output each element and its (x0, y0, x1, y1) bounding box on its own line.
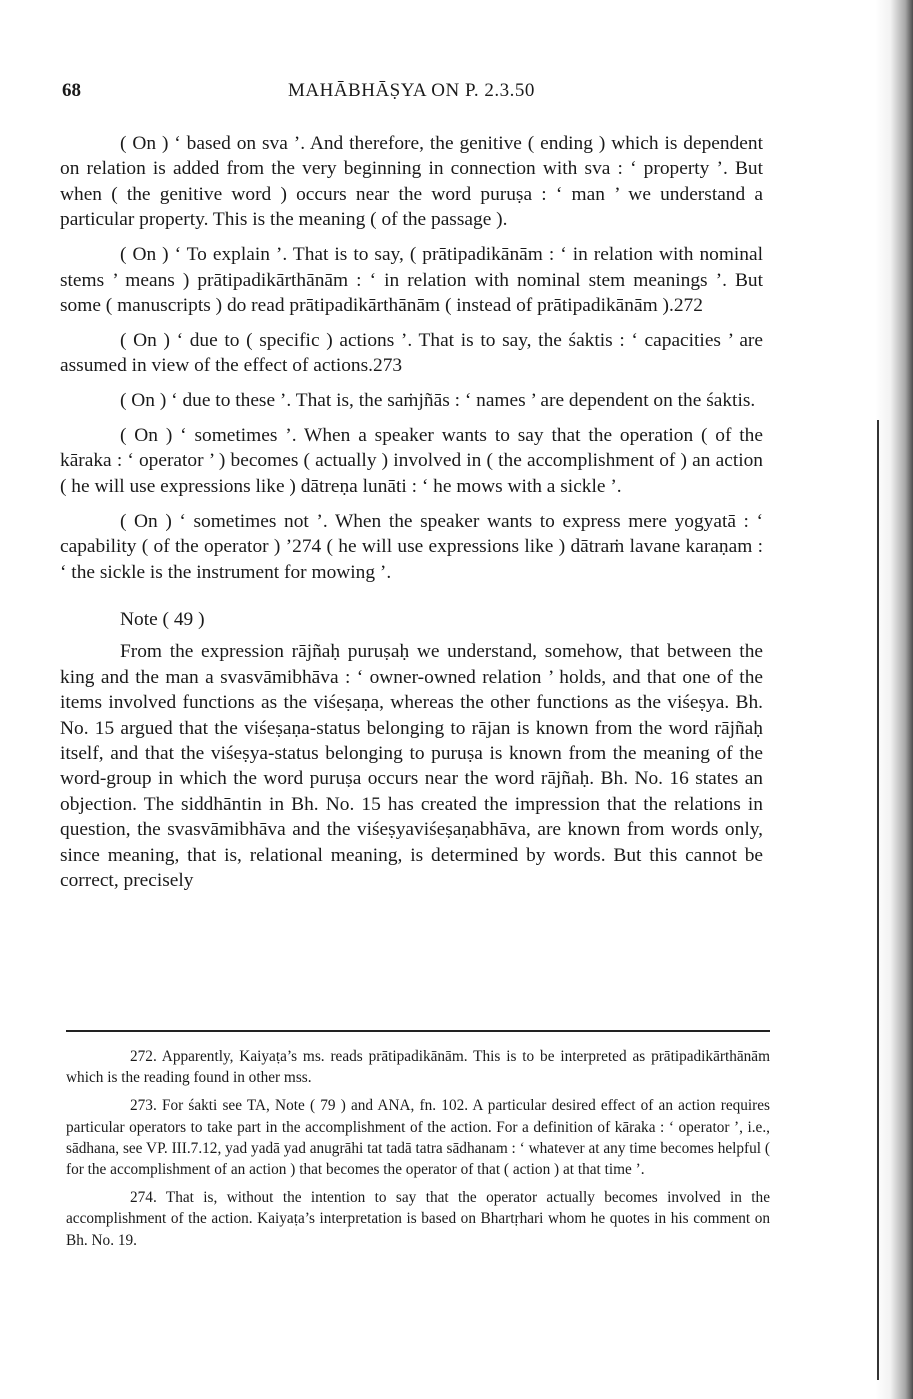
paragraph-to-explain: ( On ) ‘ To explain ’. That is to say, ( prātipadikānām : ‘ in relation with nominal stems ’ means ) prātipadikārthānām : ‘ in relation with nominal stem meanings ’. But some ( manuscripts ) do read prātipadikārthānām ( instead of prātipadikānām ).272 (60, 244, 763, 316)
running-head: MAHĀBHĀṢYA ON P. 2.3.50 (288, 80, 535, 101)
footnote-divider (66, 1030, 770, 1032)
footnote-272: 272. Apparently, Kaiyaṭa’s ms. reads prātipadikānām. This is to be interpreted as prātipadikārthānām which is the reading found in other mss. (66, 1048, 770, 1087)
page-number: 68 (62, 80, 81, 101)
paragraph-sometimes-not: ( On ) ‘ sometimes not ’. When the speaker wants to express mere yogyatā : ‘ capability ( of the operator ) ’274 ( he will use expressions like ) dātraṁ lavane karaṇam : ‘ the sickle is the instrument for mowing ’. (60, 510, 763, 583)
main-text (60, 131, 763, 893)
paragraph-due-to-actions: ( On ) ‘ due to ( specific ) actions ’. That is to say, the śaktis : ‘ capacities ’ are assumed in view of the effect of actions.273 (60, 329, 763, 377)
paragraph-sva: ( On ) ‘ based on sva ’. And therefore, the genitive ( ending ) which is dependent on relation is added from the very beginning in connection with sva : ‘ property ’. But when ( the genitive word ) occurs near the word puruṣa : ‘ man ’ we understand a particular property. This is the meaning ( of the passage ). (60, 133, 763, 231)
book-spine-edge (877, 420, 879, 1380)
note-heading: Note ( 49 ) (120, 609, 205, 630)
paragraph-sometimes: ( On ) ‘ sometimes ’. When a speaker wants to say that the operation ( of the kāraka : ‘ operator ’ ) becomes ( actually ) involved in ( the accomplishment of ) an action ( he will use expressions like ) dātreṇa lunāti : ‘ he mows with a sickle ’. (60, 425, 763, 497)
note-body: From the expression rājñaḥ puruṣaḥ we understand, somehow, that between the king and the man a svasvāmibhāva : ‘ owner-owned relation ’ holds, and that one of the items involved functions as the viśeṣaṇa, whereas the other functions as the viśeṣya. Bh. No. 15 argued that the viśeṣaṇa-status belonging to rājan is known from the word rājñaḥ itself, and that the viśeṣya-status belonging to puruṣa is known from the meaning of the word-group in which the word puruṣa occurs near the word rājñaḥ. Bh. No. 16 states an objection. The siddhāntin in Bh. No. 15 has created the impression that the relations in question, the svasvāmibhāva and the viśeṣyaviśeṣaṇabhāva, are known from words only, since meaning, that is, relational meaning, is determined by words. But this cannot be correct, precisely (60, 641, 763, 892)
footnotes (66, 1046, 770, 1251)
footnote-273: 273. For śakti see TA, Note ( 79 ) and ANA, fn. 102. A particular desired effect of an action requires particular operators to take part in the accomplishment of the action. For a definition of kāraka : ‘ operator ’, i.e., sādhana, see VP. III.7.12, yad yadā yad anugrāhi tat tadā tatra sādhanam : ‘ whatever at any time becomes helpful ( for the accomplishment of an action ) that becomes the operator of that ( action ) at that time ’. (66, 1097, 770, 1179)
page-header (62, 80, 762, 108)
paragraph-due-to-these: ( On ) ‘ due to these ’. That is, the saṁjñās : ‘ names ’ are dependent on the śaktis. (120, 390, 756, 412)
footnote-274: 274. That is, without the intention to say that the operator actually becomes involved in the accomplishment of the action. Kaiyaṭa’s interpretation is based on Bhartṛhari whom he quotes in his comment on Bh. No. 19. (66, 1189, 770, 1249)
book-spine-shadow (875, 0, 913, 1399)
